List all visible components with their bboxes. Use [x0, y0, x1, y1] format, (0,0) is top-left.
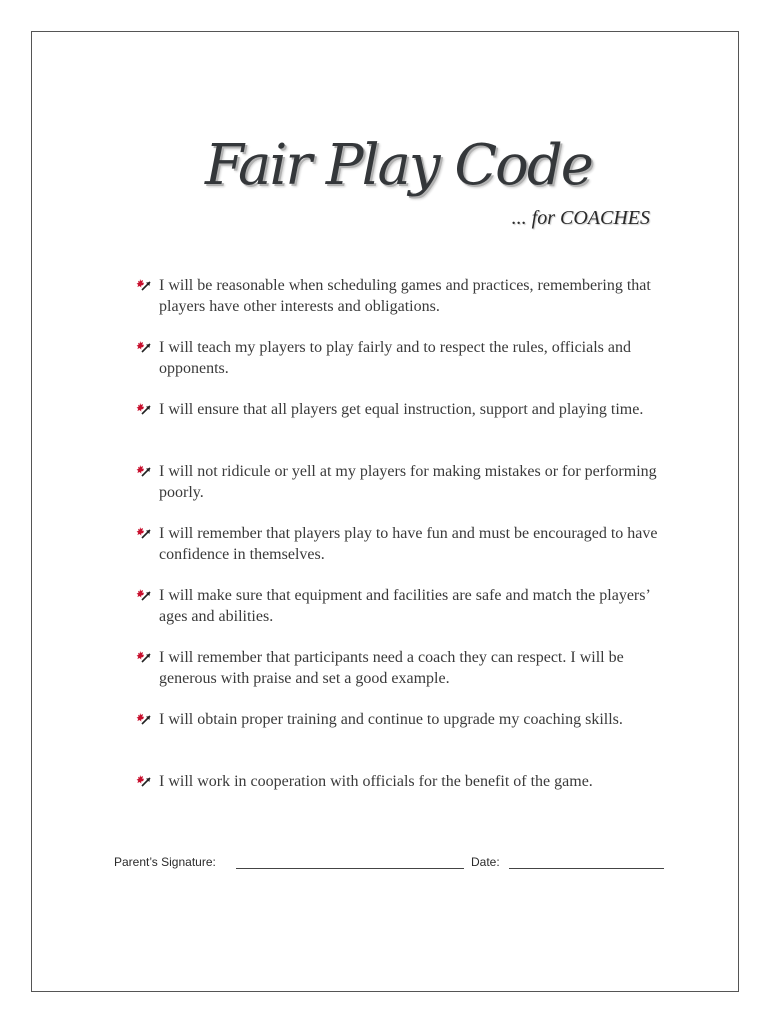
code-item-8 — [136, 709, 661, 750]
code-item-text: I will teach my players to play fairly and to respect the rules, officials and opponents. — [159, 339, 631, 377]
page-subtitle: ... for COACHES — [511, 207, 650, 229]
maple-leaf-arrow-icon — [136, 650, 152, 664]
maple-leaf-arrow-icon — [136, 278, 152, 292]
code-item-text: I will make sure that equipment and facilities are safe and match the players’ ages and abilities. — [159, 587, 650, 625]
code-item-text: I will ensure that all players get equal instruction, support and playing time. — [159, 401, 644, 418]
date-label: Date: — [471, 855, 500, 869]
code-item-5 — [136, 523, 661, 564]
code-item-text: I will remember that participants need a coach they can respect. I will be generous with praise and set a good example. — [159, 649, 624, 687]
date-line[interactable] — [509, 868, 664, 869]
maple-leaf-arrow-icon — [136, 464, 152, 478]
signature-row — [114, 855, 674, 875]
maple-leaf-arrow-icon — [136, 402, 152, 416]
code-item-2 — [136, 337, 661, 378]
signature-line[interactable] — [236, 868, 464, 869]
page-title: Fair Play Code — [205, 133, 592, 198]
code-item-text: I will remember that players play to have fun and must be encouraged to have confidence in themselves. — [159, 525, 658, 563]
maple-leaf-arrow-icon — [136, 774, 152, 788]
fair-play-code-list — [136, 275, 661, 833]
maple-leaf-arrow-icon — [136, 588, 152, 602]
code-item-1 — [136, 275, 661, 316]
code-item-6 — [136, 585, 661, 626]
code-item-4 — [136, 461, 661, 502]
code-item-7 — [136, 647, 661, 688]
maple-leaf-arrow-icon — [136, 340, 152, 354]
maple-leaf-arrow-icon — [136, 526, 152, 540]
code-item-text: I will work in cooperation with officials for the benefit of the game. — [159, 773, 593, 790]
maple-leaf-arrow-icon — [136, 712, 152, 726]
code-item-3 — [136, 399, 661, 440]
code-item-text: I will not ridicule or yell at my players for making mistakes or for performing poorly. — [159, 463, 657, 501]
code-item-9 — [136, 771, 661, 812]
code-item-text: I will be reasonable when scheduling games and practices, remembering that players have other interests and obligations. — [159, 277, 651, 315]
code-item-text: I will obtain proper training and continue to upgrade my coaching skills. — [159, 711, 623, 728]
signature-label: Parent’s Signature: — [114, 855, 216, 869]
